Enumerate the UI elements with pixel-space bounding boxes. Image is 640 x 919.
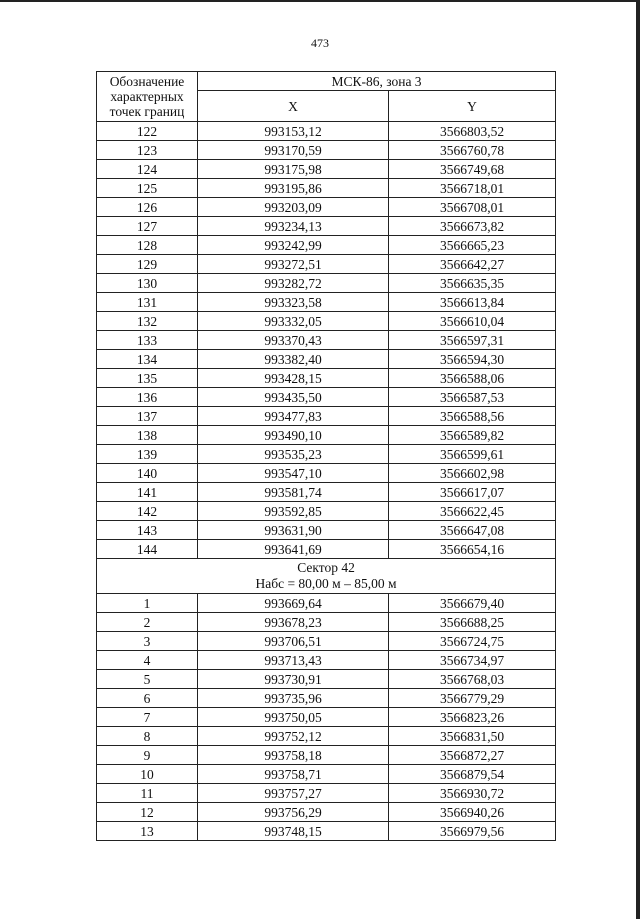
y-coordinate-cell: 3566688,25 <box>389 613 556 632</box>
y-coordinate-cell: 3566654,16 <box>389 540 556 559</box>
point-id-cell: 123 <box>97 141 198 160</box>
point-id-cell: 144 <box>97 540 198 559</box>
y-coordinate-cell: 3566724,75 <box>389 632 556 651</box>
x-coordinate-cell: 993323,58 <box>198 293 389 312</box>
point-id-cell: 128 <box>97 236 198 255</box>
y-coordinate-cell: 3566635,35 <box>389 274 556 293</box>
point-id-cell: 124 <box>97 160 198 179</box>
x-coordinate-cell: 993282,72 <box>198 274 389 293</box>
point-id-cell: 125 <box>97 179 198 198</box>
y-coordinate-cell: 3566594,30 <box>389 350 556 369</box>
y-coordinate-cell: 3566718,01 <box>389 179 556 198</box>
y-coordinate-cell: 3566642,27 <box>389 255 556 274</box>
x-coordinate-cell: 993547,10 <box>198 464 389 483</box>
y-coordinate-cell: 3566930,72 <box>389 784 556 803</box>
y-coordinate-cell: 3566622,45 <box>389 502 556 521</box>
point-id-cell: 132 <box>97 312 198 331</box>
table-row <box>97 445 556 464</box>
point-id-cell: 136 <box>97 388 198 407</box>
x-coordinate-cell: 993195,86 <box>198 179 389 198</box>
x-coordinate-cell: 993203,09 <box>198 198 389 217</box>
y-coordinate-cell: 3566597,31 <box>389 331 556 350</box>
x-coordinate-cell: 993175,98 <box>198 160 389 179</box>
table-row <box>97 236 556 255</box>
point-id-cell: 140 <box>97 464 198 483</box>
y-coordinate-cell: 3566613,84 <box>389 293 556 312</box>
x-coordinate-cell: 993631,90 <box>198 521 389 540</box>
point-id-cell: 10 <box>97 765 198 784</box>
x-column-header: X <box>198 91 389 122</box>
x-coordinate-cell: 993490,10 <box>198 426 389 445</box>
x-coordinate-cell: 993477,83 <box>198 407 389 426</box>
sector-row <box>97 559 556 594</box>
y-coordinate-cell: 3566879,54 <box>389 765 556 784</box>
table-row <box>97 255 556 274</box>
x-coordinate-cell: 993592,85 <box>198 502 389 521</box>
x-coordinate-cell: 993370,43 <box>198 331 389 350</box>
y-coordinate-cell: 3566734,97 <box>389 651 556 670</box>
table-row <box>97 407 556 426</box>
y-coordinate-cell: 3566831,50 <box>389 727 556 746</box>
y-coordinate-cell: 3566803,52 <box>389 122 556 141</box>
x-coordinate-cell: 993581,74 <box>198 483 389 502</box>
x-coordinate-cell: 993242,99 <box>198 236 389 255</box>
table-row <box>97 312 556 331</box>
x-coordinate-cell: 993752,12 <box>198 727 389 746</box>
x-coordinate-cell: 993735,96 <box>198 689 389 708</box>
x-coordinate-cell: 993382,40 <box>198 350 389 369</box>
header-row <box>97 72 556 91</box>
table-row <box>97 293 556 312</box>
point-id-cell: 7 <box>97 708 198 727</box>
scan-edge-right <box>636 0 640 919</box>
table-row <box>97 784 556 803</box>
y-coordinate-cell: 3566588,56 <box>389 407 556 426</box>
x-coordinate-cell: 993153,12 <box>198 122 389 141</box>
table-row <box>97 746 556 765</box>
table-row <box>97 670 556 689</box>
point-id-cell: 6 <box>97 689 198 708</box>
x-coordinate-cell: 993332,05 <box>198 312 389 331</box>
x-coordinate-cell: 993706,51 <box>198 632 389 651</box>
point-label-header <box>97 72 198 122</box>
x-coordinate-cell: 993758,18 <box>198 746 389 765</box>
x-coordinate-cell: 993428,15 <box>198 369 389 388</box>
x-coordinate-cell: 993713,43 <box>198 651 389 670</box>
x-coordinate-cell: 993678,23 <box>198 613 389 632</box>
point-id-cell: 126 <box>97 198 198 217</box>
table-row <box>97 708 556 727</box>
table-row <box>97 274 556 293</box>
table-row <box>97 369 556 388</box>
y-coordinate-cell: 3566760,78 <box>389 141 556 160</box>
table-row <box>97 179 556 198</box>
point-id-cell: 138 <box>97 426 198 445</box>
point-id-cell: 142 <box>97 502 198 521</box>
coordinate-system-header: МСК-86, зона 3 <box>198 72 556 91</box>
table-row <box>97 464 556 483</box>
point-label-line1: Обозначение <box>109 74 185 89</box>
page-number: 473 <box>311 36 329 50</box>
sector-height-range: Набс = 80,00 м – 85,00 м <box>255 576 397 591</box>
point-id-cell: 3 <box>97 632 198 651</box>
y-coordinate-cell: 3566872,27 <box>389 746 556 765</box>
point-id-cell: 12 <box>97 803 198 822</box>
y-coordinate-cell: 3566617,07 <box>389 483 556 502</box>
y-coordinate-cell: 3566602,98 <box>389 464 556 483</box>
point-id-cell: 9 <box>97 746 198 765</box>
sector-header-cell <box>97 559 556 594</box>
table-row <box>97 350 556 369</box>
point-id-cell: 135 <box>97 369 198 388</box>
point-label-line3: точек границ <box>109 104 185 119</box>
table-row <box>97 122 556 141</box>
x-coordinate-cell: 993272,51 <box>198 255 389 274</box>
y-coordinate-cell: 3566779,29 <box>389 689 556 708</box>
table-row <box>97 160 556 179</box>
table-row <box>97 521 556 540</box>
y-coordinate-cell: 3566940,26 <box>389 803 556 822</box>
x-coordinate-cell: 993730,91 <box>198 670 389 689</box>
table-row <box>97 502 556 521</box>
point-label-line2: характерных <box>110 89 184 104</box>
point-id-cell: 130 <box>97 274 198 293</box>
point-id-cell: 1 <box>97 594 198 613</box>
y-coordinate-cell: 3566589,82 <box>389 426 556 445</box>
point-id-cell: 13 <box>97 822 198 841</box>
point-id-cell: 134 <box>97 350 198 369</box>
x-coordinate-cell: 993170,59 <box>198 141 389 160</box>
table-row <box>97 198 556 217</box>
y-coordinate-cell: 3566599,61 <box>389 445 556 464</box>
point-id-cell: 139 <box>97 445 198 464</box>
table-row <box>97 822 556 841</box>
point-id-cell: 4 <box>97 651 198 670</box>
table-row <box>97 426 556 445</box>
x-coordinate-cell: 993750,05 <box>198 708 389 727</box>
table-row <box>97 594 556 613</box>
y-coordinate-cell: 3566647,08 <box>389 521 556 540</box>
scan-edge-top <box>0 0 640 2</box>
x-coordinate-cell: 993641,69 <box>198 540 389 559</box>
y-coordinate-cell: 3566768,03 <box>389 670 556 689</box>
table-row <box>97 540 556 559</box>
table-row <box>97 689 556 708</box>
x-coordinate-cell: 993234,13 <box>198 217 389 236</box>
point-id-cell: 143 <box>97 521 198 540</box>
table-row <box>97 331 556 350</box>
x-coordinate-cell: 993757,27 <box>198 784 389 803</box>
table-row <box>97 613 556 632</box>
y-coordinate-cell: 3566823,26 <box>389 708 556 727</box>
y-coordinate-cell: 3566610,04 <box>389 312 556 331</box>
y-coordinate-cell: 3566749,68 <box>389 160 556 179</box>
point-id-cell: 131 <box>97 293 198 312</box>
point-id-cell: 141 <box>97 483 198 502</box>
sector-title: Сектор 42 <box>297 560 355 575</box>
table-row <box>97 632 556 651</box>
y-column-header: Y <box>389 91 556 122</box>
point-id-cell: 2 <box>97 613 198 632</box>
point-id-cell: 133 <box>97 331 198 350</box>
y-coordinate-cell: 3566588,06 <box>389 369 556 388</box>
x-coordinate-cell: 993756,29 <box>198 803 389 822</box>
x-coordinate-cell: 993435,50 <box>198 388 389 407</box>
coordinates-table <box>96 71 556 841</box>
point-id-cell: 127 <box>97 217 198 236</box>
y-coordinate-cell: 3566679,40 <box>389 594 556 613</box>
table-row <box>97 651 556 670</box>
table-row <box>97 217 556 236</box>
table-row <box>97 803 556 822</box>
point-id-cell: 129 <box>97 255 198 274</box>
point-id-cell: 5 <box>97 670 198 689</box>
y-coordinate-cell: 3566979,56 <box>389 822 556 841</box>
point-id-cell: 8 <box>97 727 198 746</box>
table-row <box>97 765 556 784</box>
y-coordinate-cell: 3566673,82 <box>389 217 556 236</box>
table-row <box>97 483 556 502</box>
table-row <box>97 141 556 160</box>
point-id-cell: 122 <box>97 122 198 141</box>
y-coordinate-cell: 3566587,53 <box>389 388 556 407</box>
x-coordinate-cell: 993748,15 <box>198 822 389 841</box>
x-coordinate-cell: 993758,71 <box>198 765 389 784</box>
y-coordinate-cell: 3566708,01 <box>389 198 556 217</box>
y-coordinate-cell: 3566665,23 <box>389 236 556 255</box>
point-id-cell: 11 <box>97 784 198 803</box>
point-id-cell: 137 <box>97 407 198 426</box>
x-coordinate-cell: 993535,23 <box>198 445 389 464</box>
x-coordinate-cell: 993669,64 <box>198 594 389 613</box>
table-row <box>97 727 556 746</box>
table-row <box>97 388 556 407</box>
